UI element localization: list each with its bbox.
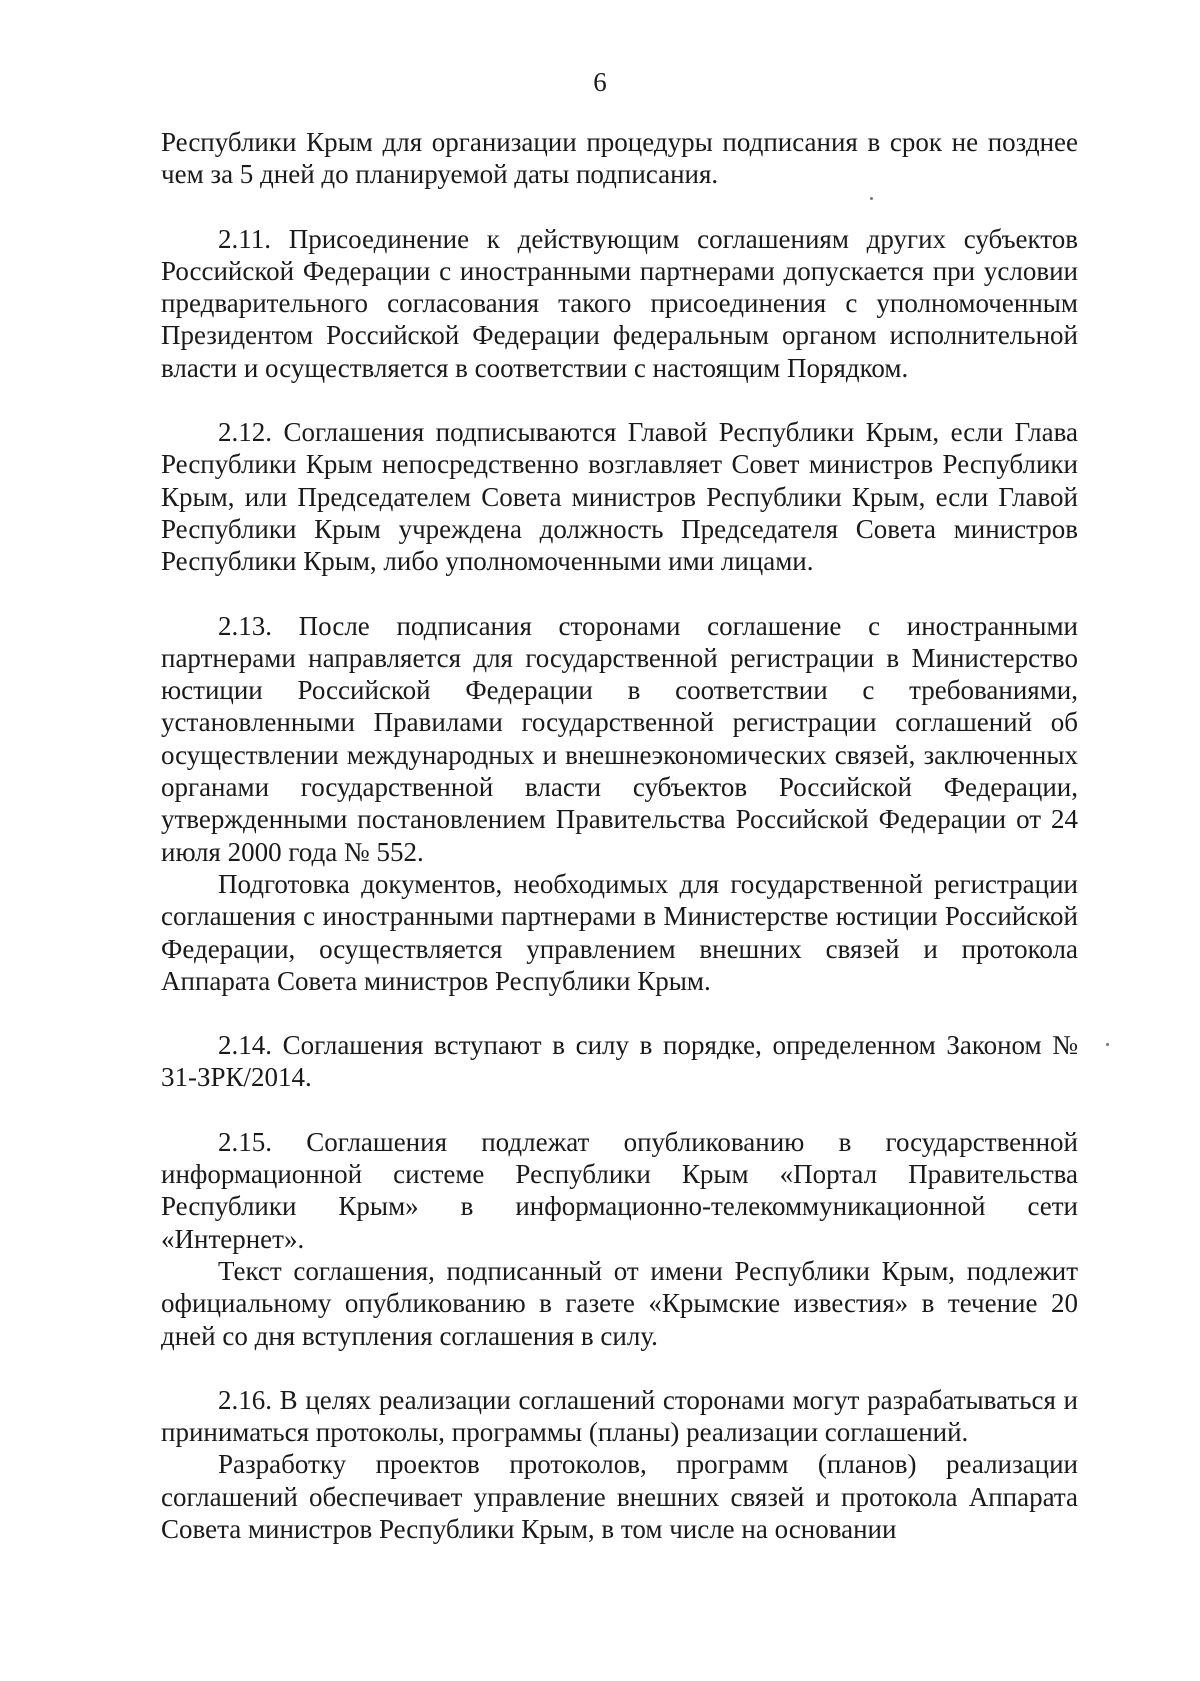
paragraph-2-15-text: Текст соглашения, подписанный от имени Республики Крым, подлежит официальному опубликованию в газете «Крымские известия» в течение 20 дней со дня вступления соглашения в силу. [161, 1255, 1078, 1351]
paragraph-2-11: 2.11. Присоединение к действующим соглашениям других субъектов Российской Федерации с иностранными партнерами допускается при условии предварительного согласования такого присоединения с уполномоченным Президентом Российской Федерации федеральным органом исполнительной власти и осуществляется в соответствии с настоящим Порядком. [161, 223, 1078, 383]
document-body [161, 126, 1078, 1545]
paragraph-2-14: 2.14. Соглашения вступают в силу в порядке, определенном Законом № 31-ЗРК/2014. [161, 1030, 1078, 1093]
paragraph-2-13-preparation: Подготовка документов, необходимых для государственной регистрации соглашения с иностранными партнерами в Министерстве юстиции Российской Федерации, осуществляется управлением внешних связей и протокола Аппарата Совета министров Республики Крым. [161, 868, 1078, 996]
paragraph-2-13: 2.13. После подписания сторонами соглашение с иностранными партнерами направляется для государственной регистрации в Министерство юстиции Российской Федерации в соответствии с требованиями, установленными Правилами государственной регистрации соглашений об осуществлении международных и внешнеэкономических связей, заключенных органами государственной власти субъектов Российской Федерации, утвержденными постановлением Правительства Российской Федерации от 24 июля 2000 года № 552. [161, 610, 1078, 867]
paragraph-2-16: 2.16. В целях реализации соглашений сторонами могут разрабатываться и приниматься протоколы, программы (планы) реализации соглашений. [161, 1384, 1078, 1448]
paragraph-2-12: 2.12. Соглашения подписываются Главой Республики Крым, если Глава Республики Крым непосредственно возглавляет Совет министров Республики Крым, или Председателем Совета министров Республики Крым, если Главой Республики Крым учреждена должность Председателя Совета министров Республики Крым, либо уполномоченными ими лицами. [161, 417, 1078, 577]
paragraph-2-15: 2.15. Соглашения подлежат опубликованию в государственной информационной системе Республики Крым «Портал Правительства Республики Крым» в информационно-телекоммуникационной сети «Интернет». [161, 1126, 1078, 1254]
paragraph-continuation: Республики Крым для организации процедуры подписания в срок не позднее чем за 5 дней до планируемой даты подписания. [161, 127, 1078, 190]
scan-speck [870, 197, 873, 200]
page-number: 6 [593, 67, 607, 97]
scan-speck [1106, 1043, 1109, 1046]
paragraph-2-16-drafting: Разработку проектов протоколов, программ (планов) реализации соглашений обеспечивает управление внешних связей и протокола Аппарата Совета министров Республики Крым, в том числе на основании [161, 1449, 1078, 1544]
